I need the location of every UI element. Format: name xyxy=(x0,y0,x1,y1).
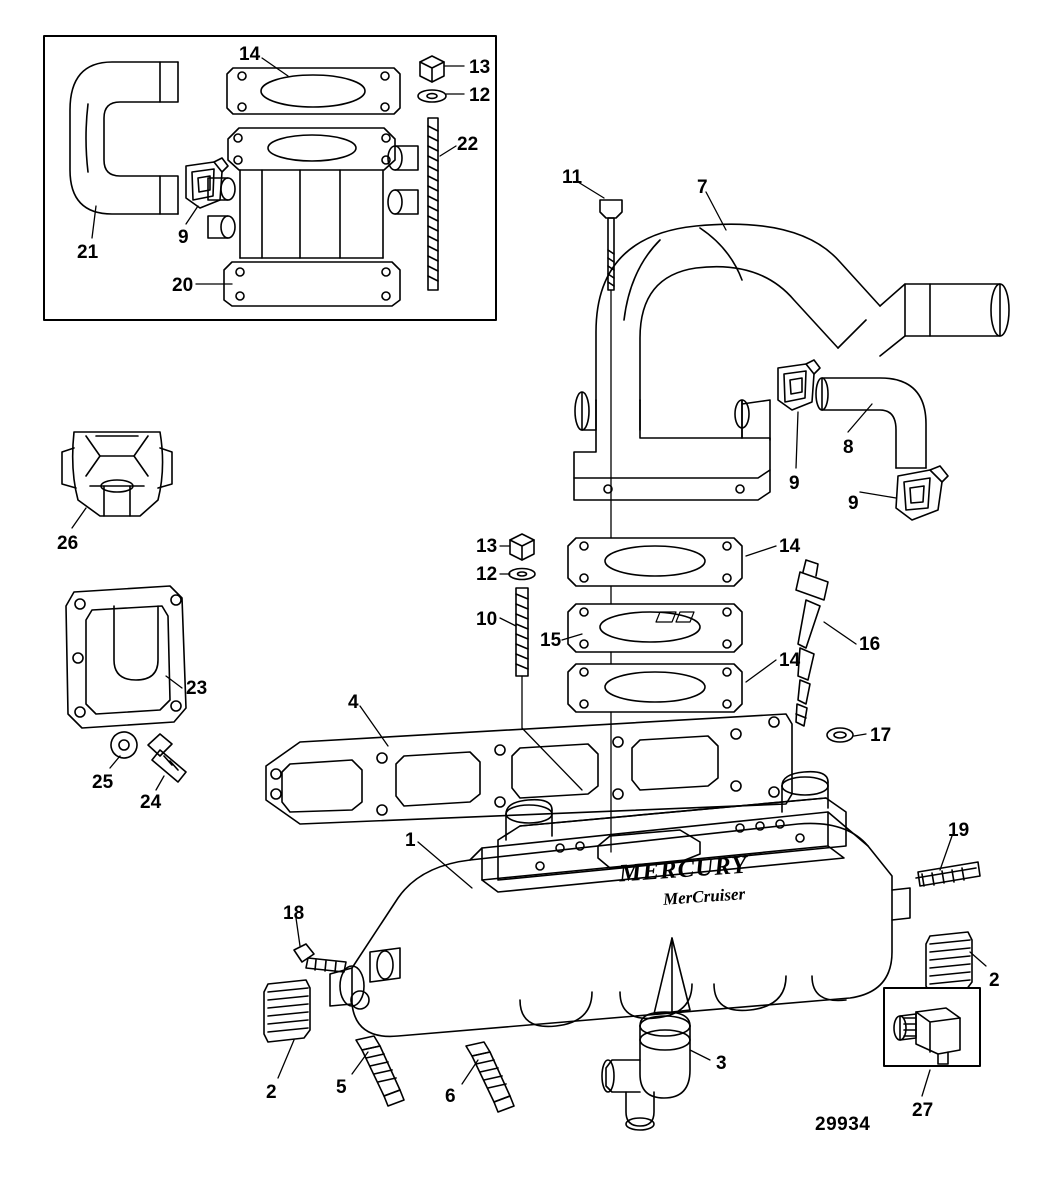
callout-14-a: 14 xyxy=(239,44,261,65)
part-26-assembly xyxy=(62,432,172,516)
callout-19: 19 xyxy=(948,820,970,841)
part-11-bolt xyxy=(600,200,622,290)
part-14-gasket-mid-top xyxy=(568,538,742,586)
callout-17: 17 xyxy=(870,725,892,746)
callout-14-b: 14 xyxy=(779,536,801,557)
callout-11: 11 xyxy=(562,167,583,188)
callout-9-c: 9 xyxy=(848,493,859,514)
part-10-stud xyxy=(516,588,528,676)
callout-4: 4 xyxy=(348,692,359,713)
part-14-gasket-mid-bottom xyxy=(568,664,742,712)
callout-16: 16 xyxy=(859,634,881,655)
callout-10: 10 xyxy=(476,609,498,630)
part-13-nut-mid xyxy=(510,534,534,560)
callout-12-b: 12 xyxy=(476,564,498,585)
callout-5: 5 xyxy=(336,1077,347,1098)
callout-2-a: 2 xyxy=(989,970,1000,991)
callout-6: 6 xyxy=(445,1086,456,1107)
part-27-boxed-fitting xyxy=(884,988,980,1066)
part-4-manifold-gasket xyxy=(266,714,792,824)
callout-1: 1 xyxy=(405,830,416,851)
part-25-washer xyxy=(107,728,140,761)
callout-12-a: 12 xyxy=(469,85,491,106)
brand-text-mercury: MERCURY xyxy=(618,851,749,888)
part-2-plug-right xyxy=(926,932,972,994)
part-3-fitting xyxy=(602,1012,690,1130)
diagram-part-number: 29934 xyxy=(815,1114,871,1135)
part-9-clamp-b xyxy=(778,360,820,410)
part-12-washer-mid xyxy=(509,569,535,580)
callout-13-a: 13 xyxy=(469,57,491,78)
brand-text-mercruiser: MerCruiser xyxy=(662,884,746,909)
callout-27: 27 xyxy=(912,1100,934,1121)
callout-8: 8 xyxy=(843,437,854,458)
part-5-bolt xyxy=(356,1036,404,1106)
callout-25: 25 xyxy=(92,772,114,793)
part-24-bolt xyxy=(148,734,186,782)
part-6-bolt xyxy=(466,1042,514,1112)
part-8-hose xyxy=(816,378,926,468)
part-7-exhaust-elbow xyxy=(574,224,1009,500)
callout-18: 18 xyxy=(283,903,305,924)
part-18-screw xyxy=(294,944,346,972)
callout-22: 22 xyxy=(457,134,479,155)
part-17-oring xyxy=(827,728,853,742)
part-9-clamp-c xyxy=(896,466,948,520)
callout-24: 24 xyxy=(140,792,162,813)
callout-7: 7 xyxy=(697,177,708,198)
part-15-gasket xyxy=(568,604,742,652)
callout-15: 15 xyxy=(540,630,562,651)
callout-21: 21 xyxy=(77,242,99,263)
part-19-screw xyxy=(916,862,980,886)
part-2-plug-left xyxy=(264,980,310,1042)
part-16-sensor xyxy=(796,560,828,726)
callout-13-b: 13 xyxy=(476,536,498,557)
callout-3: 3 xyxy=(716,1053,727,1074)
callout-9-a: 9 xyxy=(178,227,189,248)
callout-23: 23 xyxy=(186,678,208,699)
callout-20: 20 xyxy=(172,275,194,296)
part-23-gasket xyxy=(66,586,186,728)
callout-9-b: 9 xyxy=(789,473,800,494)
callout-2-b: 2 xyxy=(266,1082,277,1103)
callout-14-c: 14 xyxy=(779,650,801,671)
callout-26: 26 xyxy=(57,533,79,554)
